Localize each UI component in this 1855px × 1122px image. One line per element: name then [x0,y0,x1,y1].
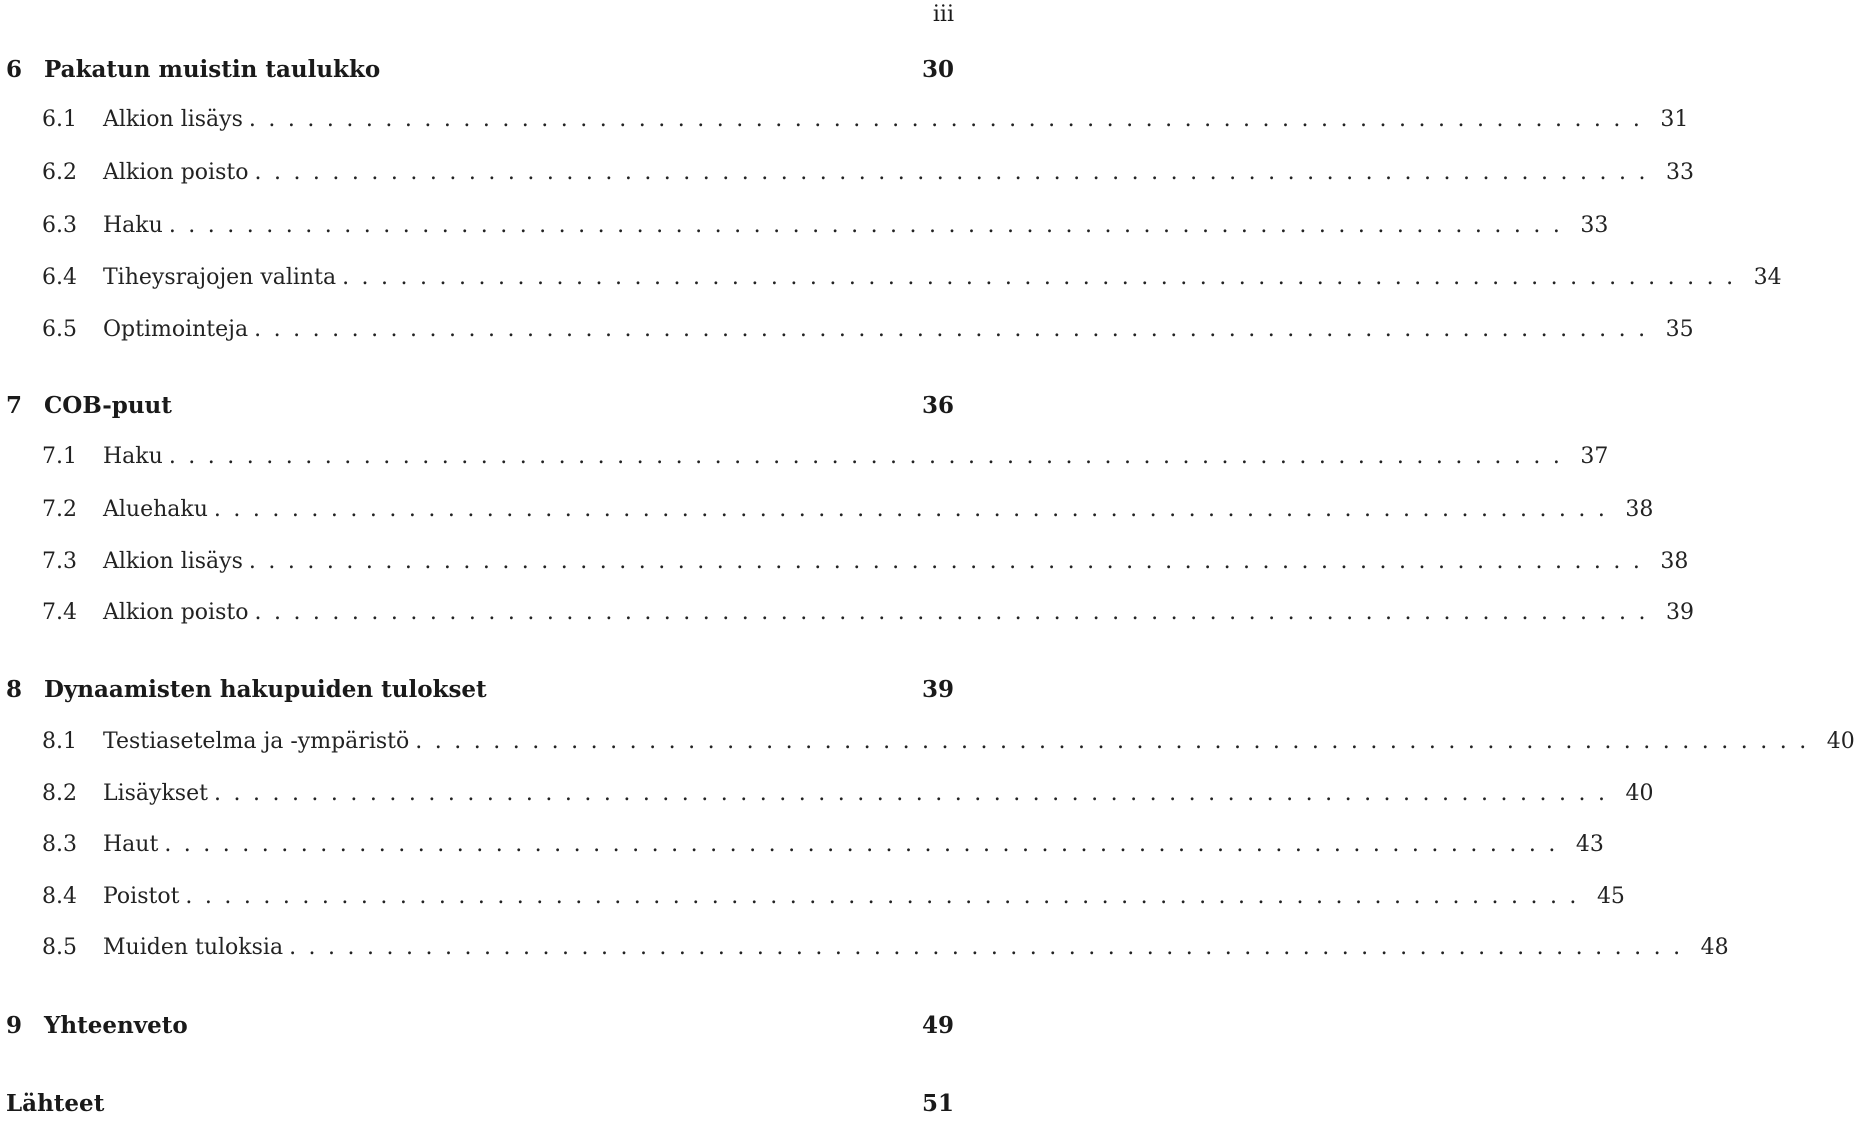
toc-chapter-number: 6 [6,56,23,83]
toc-section-7-1[interactable] [42,444,1609,476]
dot-leader: ........................................................................ [164,832,1568,857]
toc-section-title: Optimointeja [103,317,249,342]
toc-chapter-6[interactable] [6,56,954,88]
toc-section-title: Alkion lisäys [103,549,243,574]
toc-section-number: 7.2 [42,497,77,522]
toc-section-title: Lisäykset [103,781,208,806]
dot-leader: ........................................................................ [168,213,1573,238]
toc-page-number: 49 [921,1012,954,1039]
toc-chapter-title: Yhteenveto [44,1012,188,1039]
toc-section-8-2[interactable] [42,781,1654,813]
toc-page-number: 45 [1596,884,1625,909]
page-number: iii [932,2,954,27]
toc-chapter-title: Dynaamisten hakupuiden tulokset [44,676,487,703]
toc-section-6-5[interactable] [42,317,1694,349]
toc-chapter-number: 8 [6,676,23,703]
toc-section-number: 8.3 [42,832,77,857]
dot-leader: ........................................................................ [342,265,1746,290]
toc-section-6-4[interactable] [42,265,1782,297]
dot-leader: ........................................................................ [289,935,1693,960]
dot-leader: ........................................................................ [415,729,1819,754]
toc-section-number: 8.2 [42,781,77,806]
toc-section-number: 7.1 [42,444,77,469]
toc-section-title: Haku [103,444,163,469]
toc-section-title: Poistot [103,884,180,909]
toc-section-number: 8.1 [42,729,77,754]
toc-section-number: 6.4 [42,265,77,290]
toc-page-number: 33 [1665,160,1694,185]
toc-chapter-number: 7 [6,392,23,419]
dot-leader: ........................................................................ [254,317,1658,342]
toc-chapter-8[interactable] [6,676,954,708]
toc-section-8-5[interactable] [42,935,1729,967]
toc-section-title: Haut [103,832,159,857]
toc-section-6-1[interactable] [42,107,1689,139]
toc-page-number: 30 [921,56,954,83]
toc-page-number: 39 [1665,600,1694,625]
toc-page-number: 39 [921,676,954,703]
toc-page-number: 48 [1700,935,1729,960]
dot-leader: ........................................................................ [185,884,1589,909]
dot-leader: ........................................................................ [213,781,1618,806]
toc-section-number: 7.4 [42,600,77,625]
toc-section-title: Alkion lisäys [103,107,243,132]
toc-chapter-9[interactable] [6,1012,954,1044]
toc-section-title: Alkion poisto [103,600,249,625]
toc-section-number: 7.3 [42,549,77,574]
toc-section-number: 6.3 [42,213,77,238]
toc-page-number: 43 [1575,832,1604,857]
toc-section-number: 6.2 [42,160,77,185]
dot-leader: ........................................................................ [248,549,1653,574]
toc-chapter-references[interactable] [6,1090,954,1122]
toc-chapter-title: Lähteet [6,1090,105,1117]
toc-section-title: Testiasetelma ja -ympäristö [103,729,410,754]
toc-section-6-3[interactable] [42,213,1609,245]
toc-page-number: 34 [1753,265,1782,290]
toc-page-number: 31 [1660,107,1689,132]
toc-page-number: 38 [1660,549,1689,574]
toc-section-number: 6.5 [42,317,77,342]
toc-page-number: 40 [1826,729,1855,754]
toc-chapter-number: 9 [6,1012,23,1039]
toc-section-8-4[interactable] [42,884,1625,916]
toc-section-7-4[interactable] [42,600,1694,632]
toc-section-7-3[interactable] [42,549,1689,581]
toc-section-number: 6.1 [42,107,77,132]
dot-leader: ........................................................................ [254,600,1658,625]
toc-section-title: Aluehaku [103,497,208,522]
toc-section-title: Tiheysrajojen valinta [103,265,337,290]
toc-page-number: 37 [1580,444,1609,469]
toc-section-8-3[interactable] [42,832,1604,864]
toc-section-8-1[interactable] [42,729,1855,761]
dot-leader: ........................................................................ [248,107,1653,132]
toc-chapter-title: COB-puut [44,392,172,419]
toc-chapter-title: Pakatun muistin taulukko [44,56,381,83]
toc-section-6-2[interactable] [42,160,1694,192]
toc-section-title: Haku [103,213,163,238]
toc-section-number: 8.5 [42,935,77,960]
toc-page-number: 40 [1625,781,1654,806]
toc-page-number: 35 [1665,317,1694,342]
toc-section-title: Muiden tuloksia [103,935,284,960]
toc-section-7-2[interactable] [42,497,1654,529]
dot-leader: ........................................................................ [254,160,1658,185]
toc-section-number: 8.4 [42,884,77,909]
toc-section-title: Alkion poisto [103,160,249,185]
toc-page-number: 38 [1625,497,1654,522]
toc-page-number: 51 [921,1090,954,1117]
toc-page-number: 33 [1580,213,1609,238]
dot-leader: ........................................................................ [168,444,1573,469]
toc-chapter-7[interactable] [6,392,954,424]
toc-page-number: 36 [921,392,954,419]
dot-leader: ........................................................................ [213,497,1618,522]
